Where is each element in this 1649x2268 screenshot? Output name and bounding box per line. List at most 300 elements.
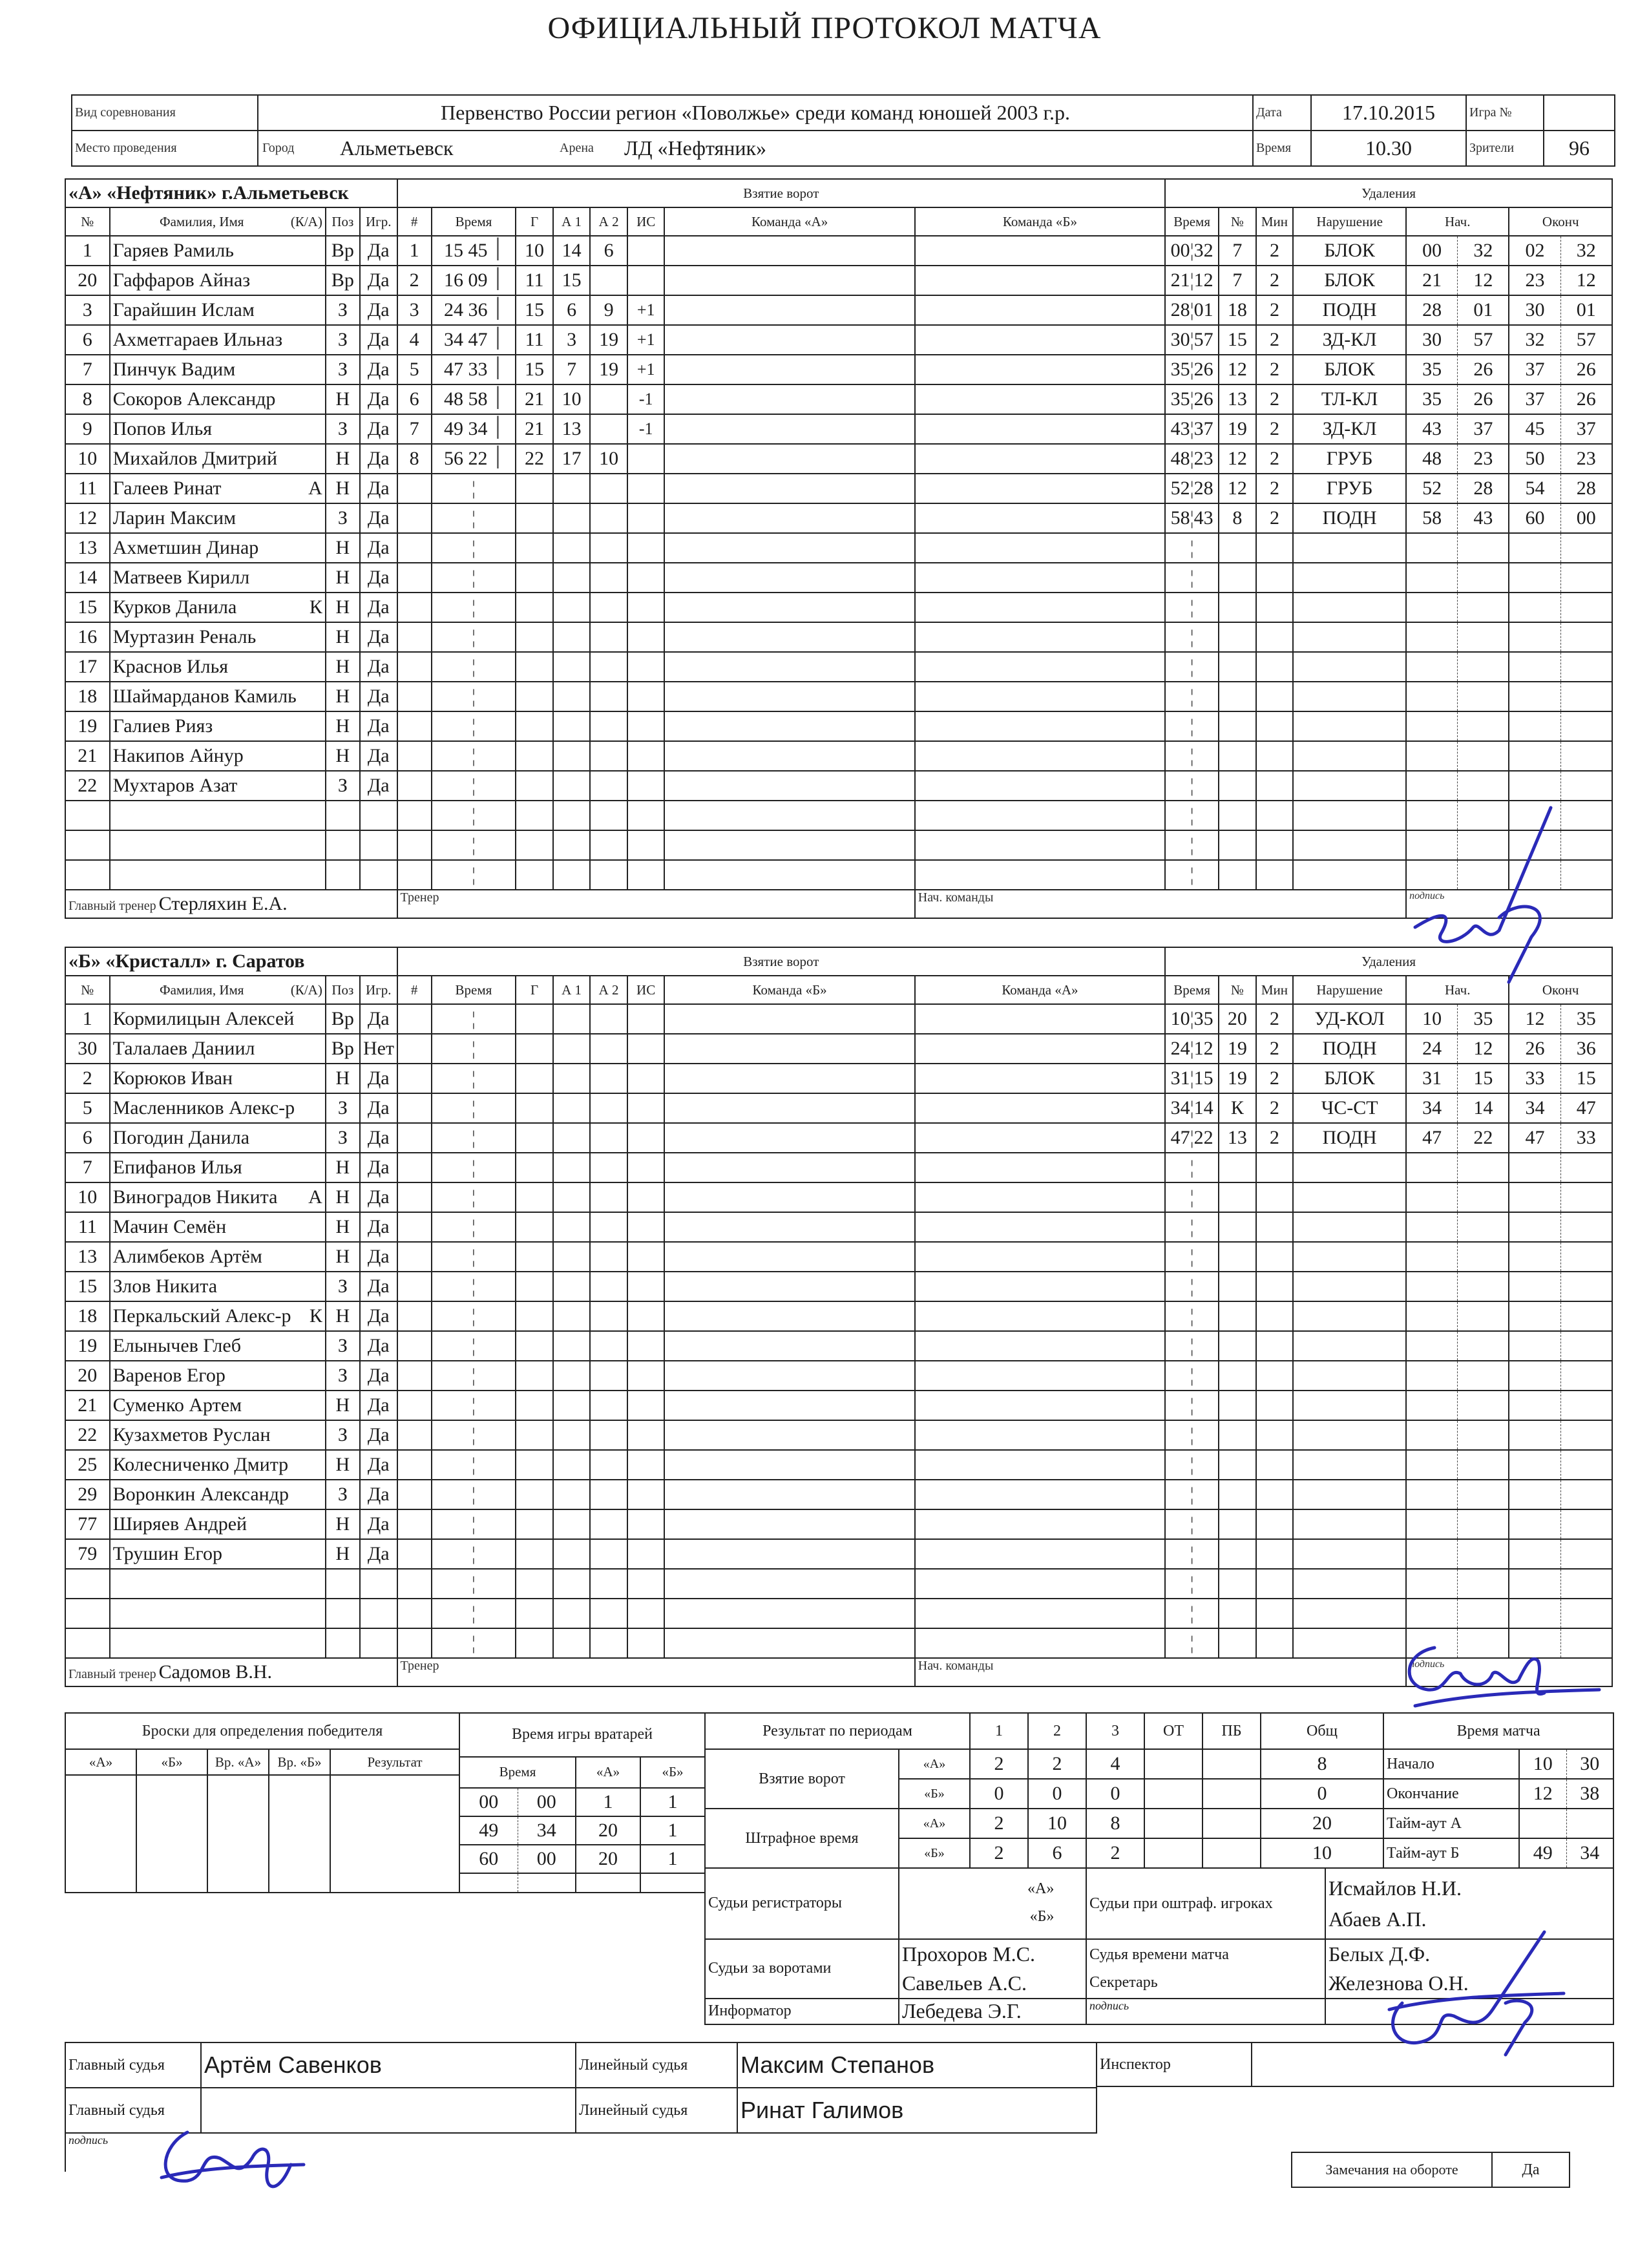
table-row: 13 Алимбеков Артём Н Да ¦ ¦ — [65, 1242, 1612, 1272]
goalie-title: Время игры вратарей — [459, 1713, 705, 1757]
player-pos: Н — [326, 711, 360, 741]
officials-sign-label: подпись — [1086, 1999, 1325, 2024]
timekeeper-label: Судья времени матча — [1089, 1946, 1229, 1963]
penalty-player: К — [1219, 1093, 1256, 1123]
goal-scorer: 15 — [516, 295, 553, 325]
player-played: Да — [360, 266, 397, 295]
player-number: 22 — [65, 771, 110, 801]
table-row: 19 Галиев Рияз Н Да ¦ ¦ — [65, 711, 1612, 741]
goal-assist-1: 14 — [553, 236, 591, 266]
player-played: Да — [360, 1064, 397, 1093]
player-played: Нет — [360, 1034, 397, 1064]
notes-label: Замечания на обороте — [1292, 2152, 1492, 2187]
penalty-start-min: 28 — [1406, 295, 1458, 325]
penalty-end-min: 45 — [1509, 414, 1560, 444]
period-results-table — [704, 1712, 1384, 1869]
player-played: Да — [360, 1123, 397, 1153]
secretary-label: Секретарь — [1089, 1973, 1158, 1991]
penalty-violation: УД-КОЛ — [1293, 1004, 1406, 1034]
goal-situation — [627, 444, 665, 474]
match-time-row: Окончание 12 38 — [1383, 1779, 1613, 1809]
game-number-value — [1544, 95, 1615, 131]
penalty-end-sec: 28 — [1560, 474, 1612, 503]
player-name: Ахметшин Динар — [110, 533, 258, 563]
player-name: Варенов Егор — [110, 1361, 258, 1391]
penalty-end-min: 34 — [1509, 1093, 1560, 1123]
penalty-end-sec: 35 — [1560, 1004, 1612, 1034]
col-is: ИС — [627, 976, 665, 1004]
player-pos: Н — [326, 444, 360, 474]
result-row: Взятие ворот «А» 2 2 4 8 — [705, 1749, 1383, 1779]
penalty-start-min: 30 — [1406, 325, 1458, 355]
penalty-violation: БЛОК — [1293, 1064, 1406, 1093]
penalty-minutes: 2 — [1256, 266, 1294, 295]
player-number: 11 — [65, 474, 110, 503]
table-row: 22 Мухтаров Азат З Да ¦ ¦ — [65, 771, 1612, 801]
player-pos: Вр — [326, 236, 360, 266]
col-a1: А 1 — [553, 207, 591, 236]
place-cell — [258, 131, 1253, 166]
penalty-time: 35¦26 — [1165, 384, 1219, 414]
col-a2: А 2 — [590, 976, 627, 1004]
goal-time: 56 ׀ 22 — [432, 444, 516, 474]
table-row: 22 Кузахметов Руслан З Да ¦ ¦ — [65, 1420, 1612, 1450]
player-name: Михайлов Дмитрий — [110, 444, 258, 474]
table-row: 17 Краснов Илья Н Да ¦ ¦ — [65, 652, 1612, 682]
player-played: Да — [360, 622, 397, 652]
player-name: Трушин Егор — [110, 1539, 258, 1569]
goal-judge-1: Прохоров М.С. — [902, 1942, 1035, 1966]
player-pos: Н — [326, 474, 360, 503]
penalty-start-min: 47 — [1406, 1123, 1458, 1153]
table-row: 30 Талалаев Даниил Вр Нет ¦ 24¦12 19 2 ПОДН 24 12 26 36 — [65, 1034, 1612, 1064]
player-pos: З — [326, 1361, 360, 1391]
col-hash: # — [397, 207, 432, 236]
goal-assist-2: 6 — [590, 236, 627, 266]
player-played: Да — [360, 414, 397, 444]
line-referee-1: Максим Степанов — [737, 2042, 1097, 2088]
player-played: Да — [360, 1004, 397, 1034]
player-number: 3 — [65, 295, 110, 325]
main-referee-1: Артём Савенков — [201, 2042, 576, 2088]
player-number: 15 — [65, 1272, 110, 1301]
player-name: Злов Никита — [110, 1272, 258, 1301]
penalty-start-sec: 12 — [1458, 266, 1509, 295]
player-name: Гарайшин Ислам — [110, 295, 258, 325]
inspector-table — [1096, 2042, 1614, 2087]
player-name: Виноградов Никита — [110, 1182, 258, 1212]
col-pen-time: Время — [1165, 207, 1219, 236]
penalty-minutes: 2 — [1256, 503, 1294, 533]
penalty-end-min: 37 — [1509, 355, 1560, 384]
player-name: Пинчук Вадим — [110, 355, 258, 384]
player-played: Да — [360, 236, 397, 266]
player-pos: Н — [326, 622, 360, 652]
player-role: А — [258, 1182, 326, 1212]
penalty-time: 28¦01 — [1165, 295, 1219, 325]
player-number: 10 — [65, 1182, 110, 1212]
penalty-start-sec: 12 — [1458, 1034, 1509, 1064]
results-title: Результат по периодам — [705, 1713, 970, 1749]
player-role: К — [258, 593, 326, 622]
goal-assist-1: 15 — [553, 266, 591, 295]
player-number: 16 — [65, 622, 110, 652]
goalie-col-b: «Б» — [640, 1757, 705, 1788]
goal-assist-2: 10 — [590, 444, 627, 474]
goals-section-title: Взятие ворот — [397, 947, 1166, 976]
goal-time: 49 ׀ 34 — [432, 414, 516, 444]
col-is: ИС — [627, 207, 665, 236]
col-team-1: Команда «Б» — [664, 976, 914, 1004]
page-title: ОФИЦИАЛЬНЫЙ ПРОТОКОЛ МАТЧА — [547, 11, 1102, 45]
penalty-time: 35¦26 — [1165, 355, 1219, 384]
penalty-player: 12 — [1219, 444, 1256, 474]
penalty-end-min: 32 — [1509, 325, 1560, 355]
player-played: Да — [360, 1093, 397, 1123]
goal-number: 7 — [397, 414, 432, 444]
goal-number: 4 — [397, 325, 432, 355]
player-name: Алимбеков Артём — [110, 1242, 258, 1272]
penalty-minutes: 2 — [1256, 384, 1294, 414]
player-role — [258, 1361, 326, 1391]
player-pos: Н — [326, 741, 360, 771]
player-number: 19 — [65, 1331, 110, 1361]
goal-assist-1: 3 — [553, 325, 591, 355]
player-pos: З — [326, 355, 360, 384]
table-row: 11 Мачин Семён Н Да ¦ ¦ — [65, 1212, 1612, 1242]
table-row — [65, 384, 1612, 414]
trainer-label: Тренер — [397, 890, 915, 918]
penalty-start-sec: 43 — [1458, 503, 1509, 533]
player-pos: З — [326, 1480, 360, 1509]
place-label: Место проведения — [72, 131, 258, 166]
player-played: Да — [360, 1480, 397, 1509]
period-header: ОТ — [1144, 1713, 1203, 1749]
team-b-table — [65, 947, 1613, 1687]
penalty-end-min: 60 — [1509, 503, 1560, 533]
penalty-start-sec: 32 — [1458, 236, 1509, 266]
player-pos: Н — [326, 1242, 360, 1272]
player-role — [258, 1212, 326, 1242]
player-pos: З — [326, 1123, 360, 1153]
goal-number: 8 — [397, 444, 432, 474]
date-label: Дата — [1253, 95, 1311, 131]
player-role — [258, 1509, 326, 1539]
match-time-row: Начало 10 30 — [1383, 1749, 1613, 1779]
penalty-end-sec: 57 — [1560, 325, 1612, 355]
player-played: Да — [360, 1182, 397, 1212]
player-name: Матвеев Кирилл — [110, 563, 258, 593]
line-referee-2: Ринат Галимов — [737, 2088, 1097, 2133]
penalty-end-min: 50 — [1509, 444, 1560, 474]
date-value: 17.10.2015 — [1311, 95, 1466, 131]
player-played: Да — [360, 1361, 397, 1391]
goal-scorer: 11 — [516, 325, 553, 355]
player-pos: Вр — [326, 266, 360, 295]
player-name: Гаффаров Айназ — [110, 266, 258, 295]
penalty-minutes: 2 — [1256, 325, 1294, 355]
penalty-minutes: 2 — [1256, 355, 1294, 384]
col-pen-min: Мин — [1256, 976, 1294, 1004]
shootout-col: «А» — [65, 1749, 136, 1775]
player-name: Погодин Данила — [110, 1123, 258, 1153]
table-row — [65, 355, 1612, 384]
penalty-start-sec: 28 — [1458, 474, 1509, 503]
shootout-title: Броски для определения победителя — [65, 1713, 459, 1749]
player-name: Шаймарданов Камиль — [110, 682, 258, 711]
penalty-minutes: 2 — [1256, 414, 1294, 444]
penalty-end-sec: 37 — [1560, 414, 1612, 444]
table-row: 14 Матвеев Кирилл Н Да ¦ ¦ — [65, 563, 1612, 593]
officials-table — [704, 1867, 1614, 2025]
player-pos: Н — [326, 563, 360, 593]
game-number-label: Игра № — [1466, 95, 1544, 131]
spectators-label: Зрители — [1466, 131, 1544, 166]
player-role: А — [258, 474, 326, 503]
player-pos: З — [326, 1272, 360, 1301]
penalty-violation: ЧС-СТ — [1293, 1093, 1406, 1123]
sign-label: подпись — [1406, 890, 1612, 918]
city-label: Город — [262, 141, 295, 155]
penalty-time: 30¦57 — [1165, 325, 1219, 355]
penalty-time: 52¦28 — [1165, 474, 1219, 503]
period-header: ПБ — [1203, 1713, 1261, 1749]
player-played: Да — [360, 711, 397, 741]
player-number: 6 — [65, 1123, 110, 1153]
table-row — [65, 325, 1612, 355]
goal-judges — [899, 1939, 1086, 1999]
timekeeper-secretary-labels — [1086, 1939, 1325, 1999]
penalty-start-sec: 26 — [1458, 384, 1509, 414]
col-pen-no: № — [1219, 207, 1256, 236]
city-value: Альметьевск — [340, 136, 454, 160]
col-team-2: Команда «Б» — [915, 207, 1165, 236]
player-name: Масленников Алекс-р — [110, 1093, 258, 1123]
player-number: 30 — [65, 1034, 110, 1064]
main-referee-label-2: Главный судья — [65, 2088, 201, 2133]
penalty-end-sec: 26 — [1560, 384, 1612, 414]
player-role — [258, 1331, 326, 1361]
player-name: Кузахметов Руслан — [110, 1420, 258, 1450]
player-played: Да — [360, 295, 397, 325]
penalty-start-min: 24 — [1406, 1034, 1458, 1064]
penalty-time: 10¦35 — [1165, 1004, 1219, 1034]
penalty-violation: ЗД-КЛ — [1293, 414, 1406, 444]
col-num: № — [65, 207, 110, 236]
player-name: Талалаев Даниил — [110, 1034, 258, 1064]
penalties-section-title: Удаления — [1165, 179, 1612, 207]
player-number: 14 — [65, 563, 110, 593]
player-played: Да — [360, 1301, 397, 1331]
shootout-col: Результат — [330, 1749, 459, 1775]
penalty-end-sec: 33 — [1560, 1123, 1612, 1153]
player-name: Мачин Семён — [110, 1212, 258, 1242]
goal-assist-2 — [590, 384, 627, 414]
table-row: 20 Варенов Егор З Да ¦ ¦ — [65, 1361, 1612, 1391]
penalty-end-sec: 26 — [1560, 355, 1612, 384]
table-row: 18 Перкальский Алекс-р К Н Да ¦ ¦ — [65, 1301, 1612, 1331]
player-pos: Н — [326, 1509, 360, 1539]
player-number: 22 — [65, 1420, 110, 1450]
penalty-start-sec: 22 — [1458, 1123, 1509, 1153]
penalty-end-sec: 12 — [1560, 266, 1612, 295]
goal-assist-1: 6 — [553, 295, 591, 325]
player-pos: З — [326, 1420, 360, 1450]
result-row: «Б» 2 6 2 10 — [705, 1838, 1383, 1868]
player-name: Ширяев Андрей — [110, 1509, 258, 1539]
penalty-end-sec: 15 — [1560, 1064, 1612, 1093]
player-number: 10 — [65, 444, 110, 474]
table-row: 19 Елынычев Глеб З Да ¦ ¦ — [65, 1331, 1612, 1361]
player-role — [258, 563, 326, 593]
period-header: 3 — [1086, 1713, 1144, 1749]
player-name: Накипов Айнур — [110, 741, 258, 771]
player-pos: З — [326, 1093, 360, 1123]
player-played: Да — [360, 474, 397, 503]
penalty-player: 13 — [1219, 1123, 1256, 1153]
table-row — [65, 444, 1612, 474]
player-name: Муртазин Реналь — [110, 622, 258, 652]
penalty-violation: ПОДН — [1293, 295, 1406, 325]
goal-assist-1: 10 — [553, 384, 591, 414]
penalty-end-min: 26 — [1509, 1034, 1560, 1064]
penalty-violation: ПОДН — [1293, 503, 1406, 533]
referee-sign-label: подпись — [65, 2133, 1097, 2172]
player-name: Сокоров Александр — [110, 384, 258, 414]
penalty-start-min: 00 — [1406, 236, 1458, 266]
player-role — [258, 414, 326, 444]
goal-time: 48 ׀ 58 — [432, 384, 516, 414]
goal-assist-1: 17 — [553, 444, 591, 474]
result-row: Штрафное время «А» 2 10 8 20 — [705, 1809, 1383, 1838]
player-role — [258, 355, 326, 384]
secretary: Железнова О.Н. — [1329, 1971, 1469, 1995]
goal-situation: +1 — [627, 295, 665, 325]
col-time: Время — [432, 976, 516, 1004]
goal-assist-2 — [590, 266, 627, 295]
penalty-violation: БЛОК — [1293, 266, 1406, 295]
player-pos: Н — [326, 1539, 360, 1569]
player-played: Да — [360, 682, 397, 711]
table-row: ¦ ¦ — [65, 1569, 1612, 1599]
team-a-table — [65, 178, 1613, 919]
penalty-violation: ТЛ-КЛ — [1293, 384, 1406, 414]
player-played: Да — [360, 741, 397, 771]
penalty-start-sec: 35 — [1458, 1004, 1509, 1034]
spectators-value: 96 — [1544, 131, 1615, 166]
match-time-table — [1383, 1712, 1614, 1869]
penalty-minutes: 2 — [1256, 1064, 1294, 1093]
player-role — [258, 741, 326, 771]
player-played: Да — [360, 325, 397, 355]
penalty-start-sec: 57 — [1458, 325, 1509, 355]
penalty-violation: БЛОК — [1293, 236, 1406, 266]
penalty-judge-2: Абаев А.П. — [1329, 1907, 1427, 1931]
table-row: 11 Галеев Ринат А Н Да ¦ 52¦28 12 2 ГРУБ 52 28 54 28 — [65, 474, 1612, 503]
table-row — [65, 266, 1612, 295]
penalty-start-min: 35 — [1406, 384, 1458, 414]
player-name: Ахметгараев Ильназ — [110, 325, 258, 355]
player-pos: Н — [326, 1301, 360, 1331]
player-number: 1 — [65, 1004, 110, 1034]
penalty-violation: БЛОК — [1293, 355, 1406, 384]
player-pos: Н — [326, 652, 360, 682]
goal-judges-label: Судьи за воротами — [705, 1939, 899, 1999]
table-row: 10 Виноградов Никита А Н Да ¦ ¦ — [65, 1182, 1612, 1212]
table-row: ¦ ¦ — [65, 1599, 1612, 1628]
penalty-start-min: 43 — [1406, 414, 1458, 444]
penalty-start-min: 58 — [1406, 503, 1458, 533]
player-number: 13 — [65, 1242, 110, 1272]
col-pen-time: Время — [1165, 976, 1219, 1004]
player-played: Да — [360, 652, 397, 682]
player-name: Галеев Ринат — [110, 474, 258, 503]
table-row — [65, 414, 1612, 444]
goal-situation: -1 — [627, 384, 665, 414]
penalty-time: 47¦22 — [1165, 1123, 1219, 1153]
table-row: 16 Муртазин Реналь Н Да ¦ ¦ — [65, 622, 1612, 652]
player-role: К — [258, 1301, 326, 1331]
goal-number: 5 — [397, 355, 432, 384]
shootout-col: Вр. «Б» — [269, 1749, 330, 1775]
col-pen-end: Оконч — [1509, 976, 1612, 1004]
player-number: 7 — [65, 1153, 110, 1182]
team-captain-label: Нач. команды — [915, 890, 1406, 918]
player-role — [258, 1539, 326, 1569]
col-a2: А 2 — [590, 207, 627, 236]
col-name: Фамилия, Имя (К/А) — [110, 976, 326, 1004]
player-number: 9 — [65, 414, 110, 444]
col-pen-viol: Нарушение — [1293, 207, 1406, 236]
player-pos: Н — [326, 1064, 360, 1093]
team-captain-label: Нач. команды — [915, 1658, 1406, 1686]
goalie-row: 49 34 20 1 — [459, 1816, 705, 1845]
player-number: 18 — [65, 682, 110, 711]
player-played: Да — [360, 593, 397, 622]
player-name: Галиев Рияз — [110, 711, 258, 741]
penalty-end-min: 02 — [1509, 236, 1560, 266]
penalty-end-sec: 36 — [1560, 1034, 1612, 1064]
col-pen-viol: Нарушение — [1293, 976, 1406, 1004]
penalty-judge-1: Исмайлов Н.И. — [1329, 1876, 1462, 1900]
goal-situation — [627, 236, 665, 266]
col-pos: Поз — [326, 207, 360, 236]
player-name: Гаряев Рамиль — [110, 236, 258, 266]
player-pos: З — [326, 1331, 360, 1361]
player-pos: Вр — [326, 1034, 360, 1064]
col-pos: Поз — [326, 976, 360, 1004]
goal-number: 1 — [397, 236, 432, 266]
team-title: «Б» «Кристалл» г. Саратов — [65, 947, 397, 976]
period-header: 2 — [1028, 1713, 1086, 1749]
penalty-player: 7 — [1219, 266, 1256, 295]
shootout-col: Вр. «А» — [207, 1749, 269, 1775]
penalty-minutes: 2 — [1256, 1123, 1294, 1153]
player-played: Да — [360, 503, 397, 533]
player-number: 1 — [65, 236, 110, 266]
table-row: 79 Трушин Егор Н Да ¦ ¦ — [65, 1539, 1612, 1569]
notes-table — [1291, 2152, 1570, 2188]
table-row — [65, 236, 1612, 266]
penalty-start-min: 31 — [1406, 1064, 1458, 1093]
goalie-row: 00 00 1 1 — [459, 1788, 705, 1816]
player-number: 21 — [65, 741, 110, 771]
col-play: Игр. — [360, 207, 397, 236]
penalty-end-sec: 01 — [1560, 295, 1612, 325]
penalty-minutes: 2 — [1256, 236, 1294, 266]
penalty-time: 43¦37 — [1165, 414, 1219, 444]
goal-time: 16 ׀ 09 — [432, 266, 516, 295]
